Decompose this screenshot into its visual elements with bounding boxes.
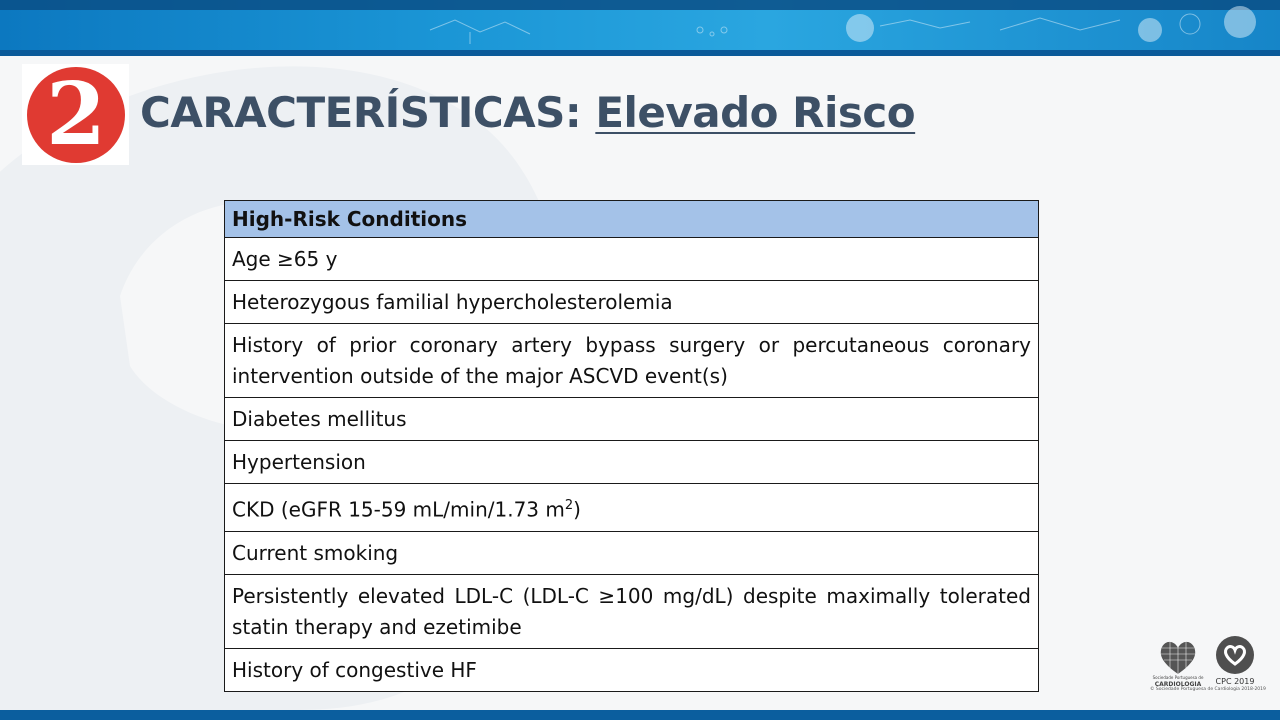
table-cell-ckd bbox=[225, 484, 1039, 532]
badge-red-circle bbox=[27, 64, 125, 165]
table-cell: History of prior coronary artery bypass surgery or percutaneous coronary intervention outside of the major ASCVD event(s) bbox=[225, 324, 1039, 398]
top-banner bbox=[0, 0, 1280, 56]
table-row bbox=[225, 281, 1039, 324]
banner-molecule-art bbox=[0, 0, 1280, 56]
title-main: CARACTERÍSTICAS: bbox=[140, 88, 596, 137]
table-row bbox=[225, 648, 1039, 691]
table-cell: Persistently elevated LDL-C (LDL-C ≥100 mg/dL) despite maximally tolerated statin therapy and ezetimibe bbox=[225, 574, 1039, 648]
table-cell: History of congestive HF bbox=[225, 648, 1039, 691]
high-risk-conditions-table bbox=[224, 200, 1039, 692]
slide-title bbox=[140, 88, 915, 137]
copyright-text: © Sociedade Portuguesa de Cardiologia 2018-2019 bbox=[1150, 687, 1266, 692]
table-cell: Diabetes mellitus bbox=[225, 398, 1039, 441]
table-row bbox=[225, 441, 1039, 484]
table-cell: Hypertension bbox=[225, 441, 1039, 484]
table-cell: Heterozygous familial hypercholesterolemia bbox=[225, 281, 1039, 324]
spc-label-line1: Sociedade Portuguesa de bbox=[1152, 675, 1204, 680]
table-header-row bbox=[225, 201, 1039, 238]
bottom-bar bbox=[0, 710, 1280, 720]
table-row bbox=[225, 531, 1039, 574]
title-subtitle: Elevado Risco bbox=[595, 88, 916, 137]
banner-bottom-line bbox=[0, 50, 1280, 56]
table-header-cell: High-Risk Conditions bbox=[225, 201, 1039, 238]
section-number-badge bbox=[22, 64, 129, 165]
table-cell: Age ≥65 y bbox=[225, 238, 1039, 281]
cpc-label: CPC 2019 bbox=[1215, 677, 1255, 686]
badge-number: 2 bbox=[46, 64, 106, 165]
ckd-text: CKD (eGFR 15-59 mL/min/1.73 m bbox=[232, 497, 565, 522]
ckd-suffix: ) bbox=[573, 497, 581, 522]
spc-label-line2: CARDIOLOGIA bbox=[1154, 681, 1202, 688]
spc-label bbox=[1150, 674, 1206, 688]
ckd-superscript: 2 bbox=[564, 498, 574, 513]
table-row bbox=[225, 398, 1039, 441]
table-row bbox=[225, 574, 1039, 648]
table-cell: Current smoking bbox=[225, 531, 1039, 574]
table-row bbox=[225, 238, 1039, 281]
cpc-heart-icon bbox=[1216, 636, 1254, 674]
table-row bbox=[225, 484, 1039, 532]
footer-logos bbox=[1150, 630, 1270, 696]
table-row bbox=[225, 324, 1039, 398]
